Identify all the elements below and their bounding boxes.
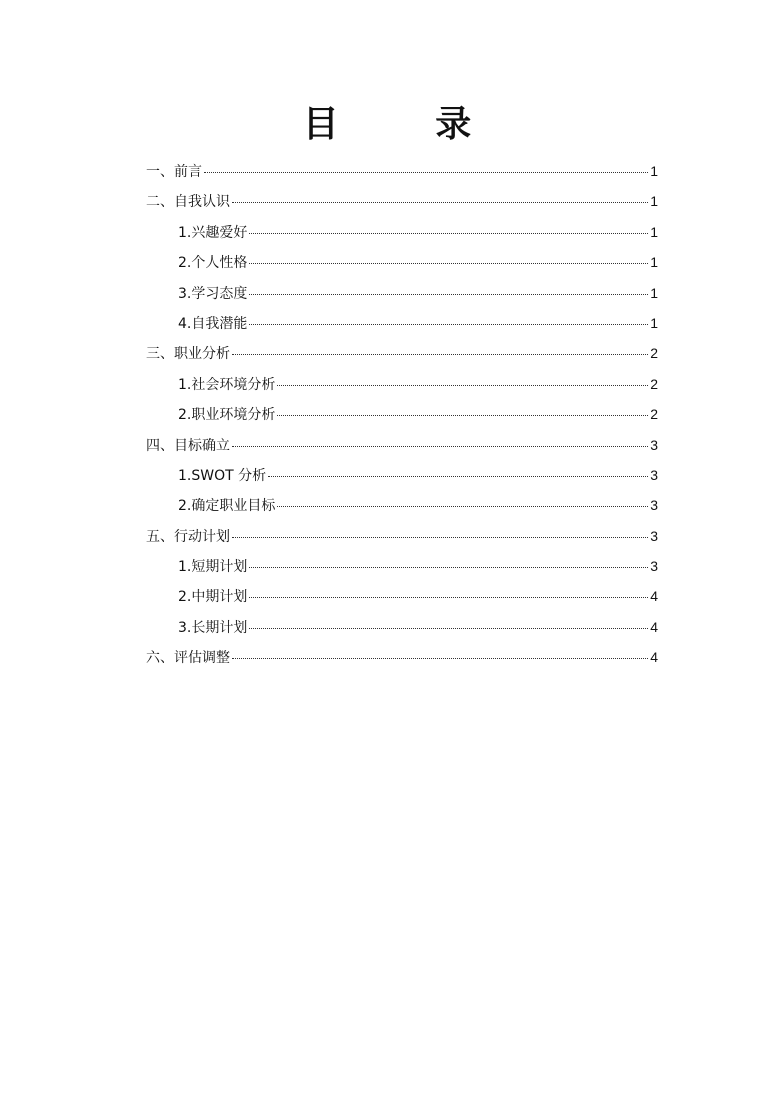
toc-dot-leader <box>204 172 648 173</box>
toc-dot-leader <box>232 446 648 447</box>
toc-entry-label: 五、行动计划 <box>146 528 230 545</box>
toc-entry-label: 一、前言 <box>146 164 202 180</box>
toc-entry-label: 3.长期计划 <box>178 619 248 636</box>
toc-page-number: 3 <box>650 436 658 453</box>
toc-entry[interactable] <box>146 521 658 551</box>
toc-dot-leader <box>232 658 648 659</box>
toc-page-number: 3 <box>650 466 658 483</box>
toc-entry-label: 1.短期计划 <box>178 559 248 576</box>
toc-dot-leader <box>277 506 648 507</box>
toc-entry-label: 2.中期计划 <box>178 589 248 606</box>
toc-page-number: 3 <box>650 527 658 544</box>
toc-entry-label: 二、自我认识 <box>146 194 230 211</box>
toc-dot-leader <box>232 537 648 538</box>
toc-page-number: 4 <box>650 588 658 605</box>
toc-page-number: 4 <box>650 649 658 666</box>
toc-dot-leader <box>249 628 648 629</box>
toc-page-number: 1 <box>650 284 658 301</box>
toc-dot-leader <box>249 597 648 598</box>
toc-entry[interactable] <box>146 642 658 672</box>
toc-entry[interactable] <box>146 186 658 216</box>
toc-page-number: 2 <box>650 345 658 362</box>
toc-entry[interactable] <box>146 338 658 368</box>
toc-dot-leader <box>249 233 648 234</box>
toc-entry[interactable] <box>146 369 658 399</box>
toc-entry[interactable] <box>146 581 658 611</box>
toc-page-number: 1 <box>650 314 658 331</box>
toc-entry[interactable] <box>146 217 658 247</box>
toc-page-number: 3 <box>650 497 658 514</box>
toc-entry[interactable] <box>146 278 658 308</box>
toc-entry[interactable] <box>146 247 658 277</box>
toc-page-number: 3 <box>650 558 658 575</box>
toc-page-number: 1 <box>650 254 658 271</box>
toc-entry-label: 2.职业环境分析 <box>178 407 276 424</box>
toc-dot-leader <box>249 294 648 295</box>
toc-page-number: 4 <box>650 618 658 635</box>
toc-entry-label: 1.社会环境分析 <box>178 376 276 393</box>
toc-entry-label: 3.学习态度 <box>178 285 248 302</box>
toc-dot-leader <box>277 385 648 386</box>
toc-page-number: 2 <box>650 375 658 392</box>
toc-page-number: 1 <box>650 193 658 210</box>
toc-page-number: 1 <box>650 223 658 240</box>
toc-entry-label: 2.确定职业目标 <box>178 498 276 515</box>
toc-entry-label: 六、评估调整 <box>146 650 230 667</box>
toc-page-number: 2 <box>650 406 658 423</box>
toc-entry[interactable] <box>146 430 658 460</box>
toc-dot-leader <box>249 324 648 325</box>
toc-entry[interactable] <box>146 551 658 581</box>
toc-entry-label: 4.自我潜能 <box>178 315 248 332</box>
toc-dot-leader <box>268 476 648 477</box>
toc-entry-label: 1.兴趣爱好 <box>178 224 248 241</box>
toc-entry[interactable] <box>146 399 658 429</box>
toc-dot-leader <box>249 567 648 568</box>
toc-entry[interactable] <box>146 308 658 338</box>
toc-title: 目 录 <box>302 103 514 145</box>
toc-entry-label: 2.个人性格 <box>178 255 248 272</box>
toc-dot-leader <box>277 415 648 416</box>
toc-dot-leader <box>232 354 648 355</box>
toc-dot-leader <box>249 263 648 264</box>
toc-entry[interactable] <box>146 460 658 490</box>
toc-entry[interactable] <box>146 612 658 642</box>
toc-entry[interactable] <box>146 156 658 186</box>
toc-dot-leader <box>232 202 648 203</box>
toc-entry[interactable] <box>146 490 658 520</box>
table-of-contents <box>146 156 658 673</box>
toc-entry-label: 1.SWOT 分析 <box>178 467 267 484</box>
toc-entry-label: 三、职业分析 <box>146 346 230 363</box>
toc-page-number: 1 <box>650 163 658 179</box>
toc-entry-label: 四、目标确立 <box>146 437 230 454</box>
